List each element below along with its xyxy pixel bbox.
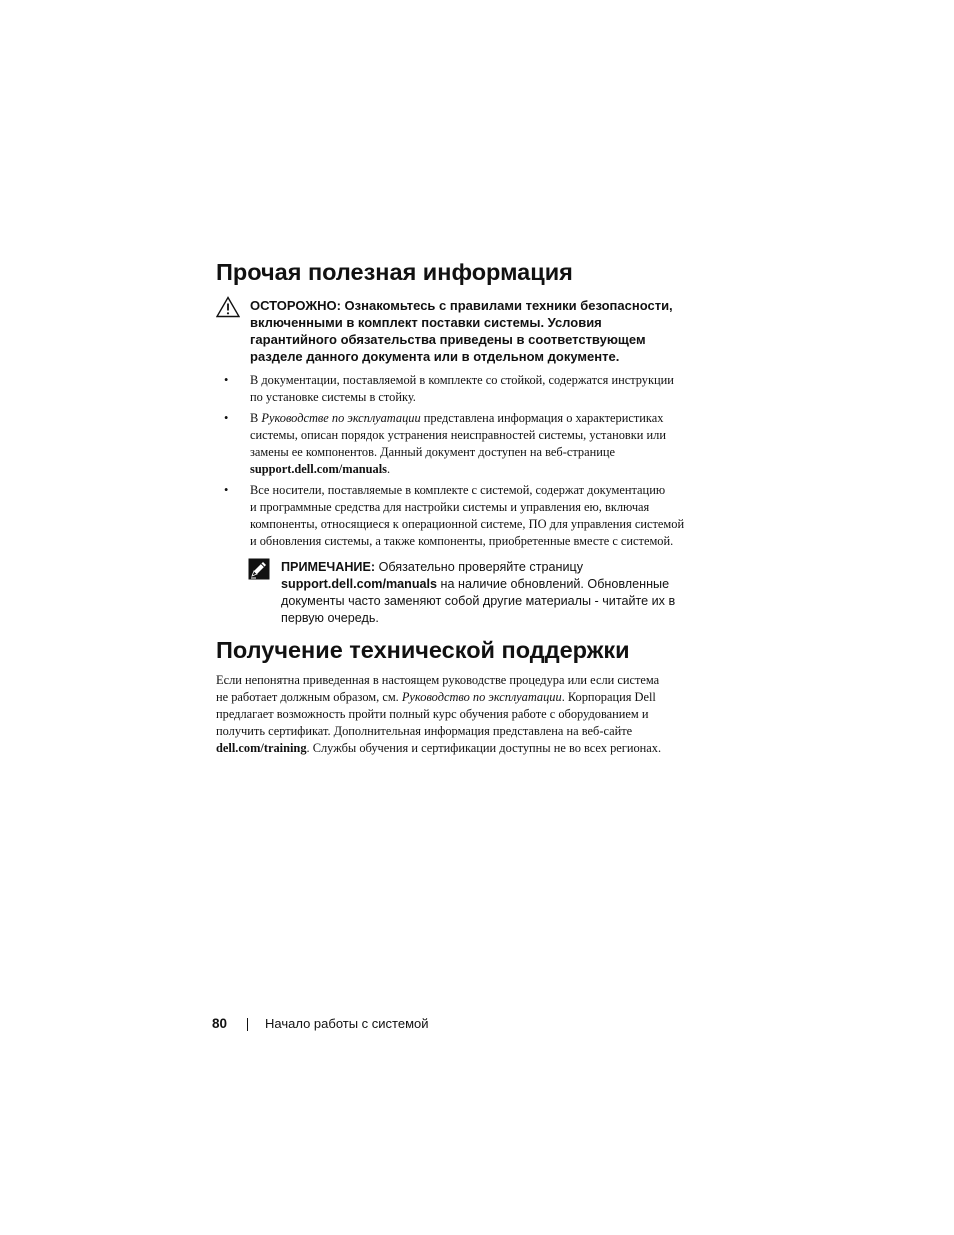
list-item: [216, 482, 736, 550]
footer-divider: [247, 1018, 248, 1031]
list-item-line: [250, 410, 736, 427]
list-item-line: В документации, поставляемой в комплекте со стойкой, содержатся инструкции: [250, 373, 674, 387]
section-heading-other-info: Прочая полезная информация: [216, 259, 573, 285]
paragraph-line: получить сертификат. Дополнительная информация представлена на веб-сайте: [216, 724, 633, 738]
training-url: dell.com/training: [216, 741, 307, 755]
support-paragraph: [216, 672, 736, 757]
text-run: .: [387, 462, 391, 476]
bullet-dot: •: [224, 373, 229, 387]
caution-label: ОСТОРОЖНО:: [250, 298, 341, 313]
footer-title: Начало работы с системой: [265, 1016, 429, 1031]
note-text: [281, 559, 721, 627]
text-run: . Корпорация Dell: [561, 690, 656, 704]
list-item-line: системы, описан порядок устранения неисправностей системы, установки или: [250, 428, 666, 442]
section-heading-tech-support: Получение технической поддержки: [216, 637, 630, 663]
text-run: на наличие обновлений. Обновленные: [437, 577, 670, 591]
caution-line: разделе данного документа или в отдельном документе.: [250, 349, 620, 364]
paragraph-line: [216, 740, 736, 757]
list-item: [216, 372, 736, 406]
list-item-line: по установке системы в стойку.: [250, 390, 416, 404]
text-run: Обязательно проверяйте страницу: [375, 560, 584, 574]
caution-triangle-icon: [216, 296, 240, 318]
list-item-line: компоненты, относящиеся к операционной системе, ПО для управления системой: [250, 517, 685, 531]
note-line: первую очередь.: [281, 611, 379, 625]
caution-line: Ознакомьтесь с правилами техники безопасности,: [340, 298, 673, 313]
note-line: [281, 576, 721, 593]
list-item-line: и обновления системы, а также компоненты, приобретенные вместе с системой.: [250, 534, 674, 548]
page-number: 80: [212, 1016, 228, 1031]
note-line: документы часто заменяют собой другие материалы - читайте их в: [281, 594, 676, 608]
manual-title-italic: Руководстве по эксплуатации: [261, 411, 421, 425]
paragraph-line: предлагает возможность пройти полный курс обучения работе с оборудованием и: [216, 707, 649, 721]
list-item-line: замены ее компонентов. Данный документ доступен на веб-странице: [250, 445, 615, 459]
text-run: В: [250, 411, 262, 425]
manuals-url: support.dell.com/manuals: [250, 462, 388, 476]
paragraph-line: Если непонятна приведенная в настоящем руководстве процедура или если система: [216, 673, 660, 687]
manuals-url: support.dell.com/manuals: [281, 577, 438, 591]
manual-title-italic: Руководство по эксплуатации: [401, 690, 562, 704]
paragraph-line: [216, 689, 736, 706]
note-label: ПРИМЕЧАНИЕ:: [281, 560, 376, 574]
bullet-dot: •: [224, 411, 229, 425]
caution-line: включенными в комплект поставки системы. Условия: [250, 315, 602, 330]
bullet-dot: •: [224, 483, 229, 497]
list-item-line: и программные средства для настройки системы и управления ею, включая: [250, 500, 650, 514]
caution-line: гарантийного обязательства приведены в соответствующем: [250, 332, 646, 347]
list-item-line: [250, 461, 736, 478]
info-bullet-list: [216, 372, 736, 554]
list-item-line: Все носители, поставляемые в комплекте с системой, содержат документацию: [250, 483, 666, 497]
text-run: представлена информация о характеристиках: [420, 411, 664, 425]
caution-text: [250, 297, 736, 365]
list-item: [216, 410, 736, 478]
note-pencil-icon: [248, 558, 270, 580]
text-run: . Службы обучения и сертификации доступны не во всех регионах.: [306, 741, 662, 755]
text-run: не работает должным образом, см.: [216, 690, 402, 704]
